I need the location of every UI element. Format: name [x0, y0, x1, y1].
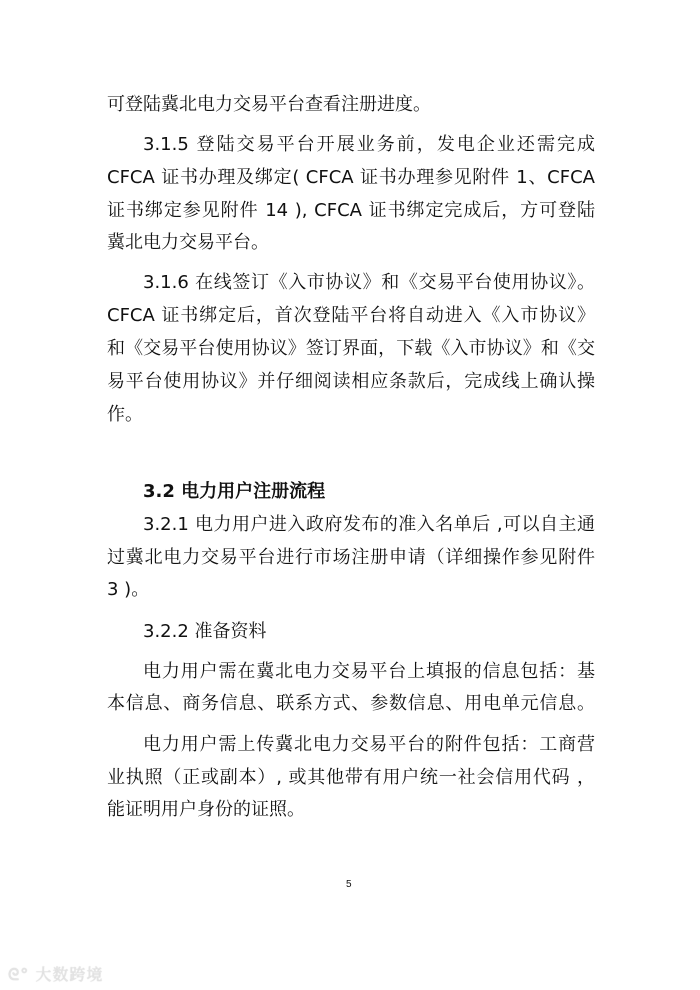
text-line: 3.2.1 电力用户进入政府发布的准入名单后 ,可以自主通 — [143, 514, 595, 535]
text-line: CFCA 证书绑定后，首次登陆平台将自动进入《入市协议》 — [107, 305, 595, 326]
watermark-text: 大数跨境 — [35, 965, 104, 984]
page-number: 5 — [346, 879, 352, 890]
text-line: 电力用户需上传冀北电力交易平台的附件包括：工商营 — [143, 734, 595, 755]
watermark-logo — [8, 962, 103, 985]
text-line: 本信息、商务信息、联系方式、参数信息、用电单元信息。 — [107, 693, 595, 714]
text-line: 作。 — [107, 404, 143, 425]
text-line: 易平台使用协议》并仔细阅读相应条款后，完成线上确认操 — [107, 371, 595, 392]
text-line: 3.2.2 准备资料 — [143, 621, 267, 642]
text-line: 冀北电力交易平台。 — [107, 232, 269, 253]
text-line: 电力用户需在冀北电力交易平台上填报的信息包括：基 — [143, 661, 595, 682]
text-line: 3.1.6 在线签订《入市协议》和《交易平台使用协议》。 — [143, 272, 595, 293]
text-line: 3 )。 — [107, 579, 150, 600]
text-line: 可登陆冀北电力交易平台查看注册进度。 — [107, 94, 431, 115]
text-line: 和《交易平台使用协议》签订界面，下载《入市协议》和《交 — [107, 338, 595, 359]
text-line: 能证明用户身份的证照。 — [107, 799, 305, 820]
section-heading: 3.2 电力用户注册流程 — [143, 481, 326, 502]
text-line: 3.1.5 登陆交易平台开展业务前，发电企业还需完成 — [143, 134, 595, 155]
text-line: 业执照（正或副本）, 或其他带有用户统一社会信用代码 ， — [107, 767, 595, 788]
text-line: 过冀北电力交易平台进行市场注册申请（详细操作参见附件 — [107, 547, 595, 568]
text-line: CFCA 证书办理及绑定( CFCA 证书办理参见附件 1、CFCA — [107, 167, 595, 188]
watermark-icon: ᘓ° — [8, 965, 30, 984]
text-line: 证书绑定参见附件 14 ), CFCA 证书绑定完成后，方可登陆 — [107, 200, 595, 221]
